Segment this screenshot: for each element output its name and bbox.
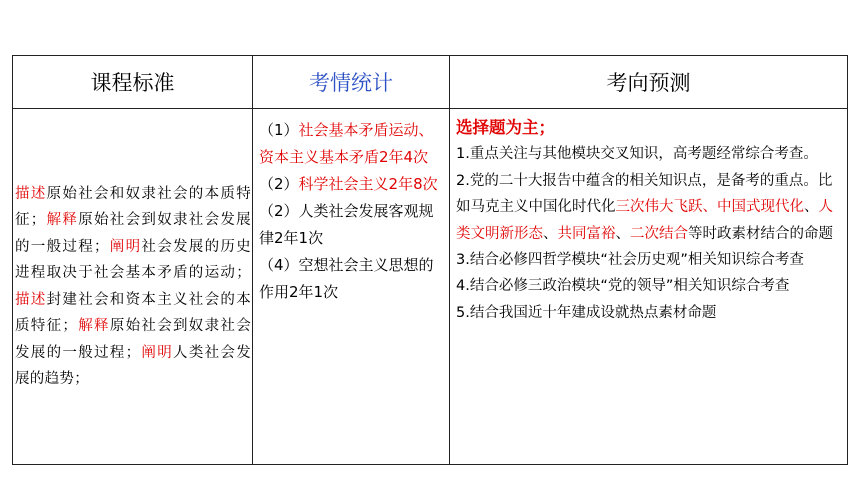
content-row [13,109,848,465]
standard-text: 社会发展的历史进程取决于社会基本矛盾的运动； [15,238,251,281]
curriculum-standard-text [13,181,252,393]
keyword-explain: 解释 [77,318,110,334]
standard-text: 封建社会和资本主义社会的本质特征； [15,291,251,334]
prediction-title: 选择题为主； [456,118,555,137]
standard-text: 原始社会到奴隶社会发展的一般过程； [15,318,252,361]
statistic-item: （2）科学社会主义2年8次 [259,175,438,193]
exam-prediction-cell [450,109,848,465]
keyword-describe: 描述 [15,291,47,308]
keyword-clarify: 阐明 [108,238,142,255]
prediction-item: 3.结合必修四哲学模块“社会历史观”相关知识综合考查 [456,252,804,269]
statistic-item: （4）空想社会主义思想的作用2年1次 [259,256,434,301]
prediction-item: 5.结合我国近十年建成设就热点素材命题 [456,304,717,321]
standard-text: 人类社会发展的趋势； [15,344,252,387]
header-exam-prediction: 考向预测 [450,56,848,109]
keyword-describe: 描述 [15,185,47,202]
statistic-item: （2）人类社会发展客观规律2年1次 [259,202,434,247]
standard-text: 原始社会到奴隶社会发展的一般过程； [15,212,251,255]
header-curriculum-standard: 课程标准 [13,56,253,109]
prediction-item: 1.重点关注与其他模块交叉知识，高考题经常综合考查。 [456,146,818,163]
keyword-explain: 解释 [45,212,79,228]
header-row [13,56,848,109]
standard-text: 原始社会和奴隶社会的本质特征； [15,185,251,228]
exam-statistics-cell [253,109,450,465]
exam-analysis-table [12,55,848,465]
prediction-item: 4.结合必修三政治模块“党的领导”相关知识综合考查 [456,278,790,295]
curriculum-standard-cell [13,109,253,465]
keyword-clarify: 阐明 [140,344,174,361]
header-exam-statistics: 考情统计 [253,56,450,109]
exam-statistics-list [253,109,449,306]
statistic-item: （1）社会基本矛盾运动、资本主义基本矛盾2年4次 [259,121,434,166]
exam-prediction-list [450,109,847,326]
prediction-item: 2.党的二十大报告中蕴含的相关知识点，是备考的重点。比如马克主义中国化时代化三次伟大飞跃、中国式现代化、人类文明新形态、共同富裕、二次结合等时政素材结合的命题 [456,172,833,242]
